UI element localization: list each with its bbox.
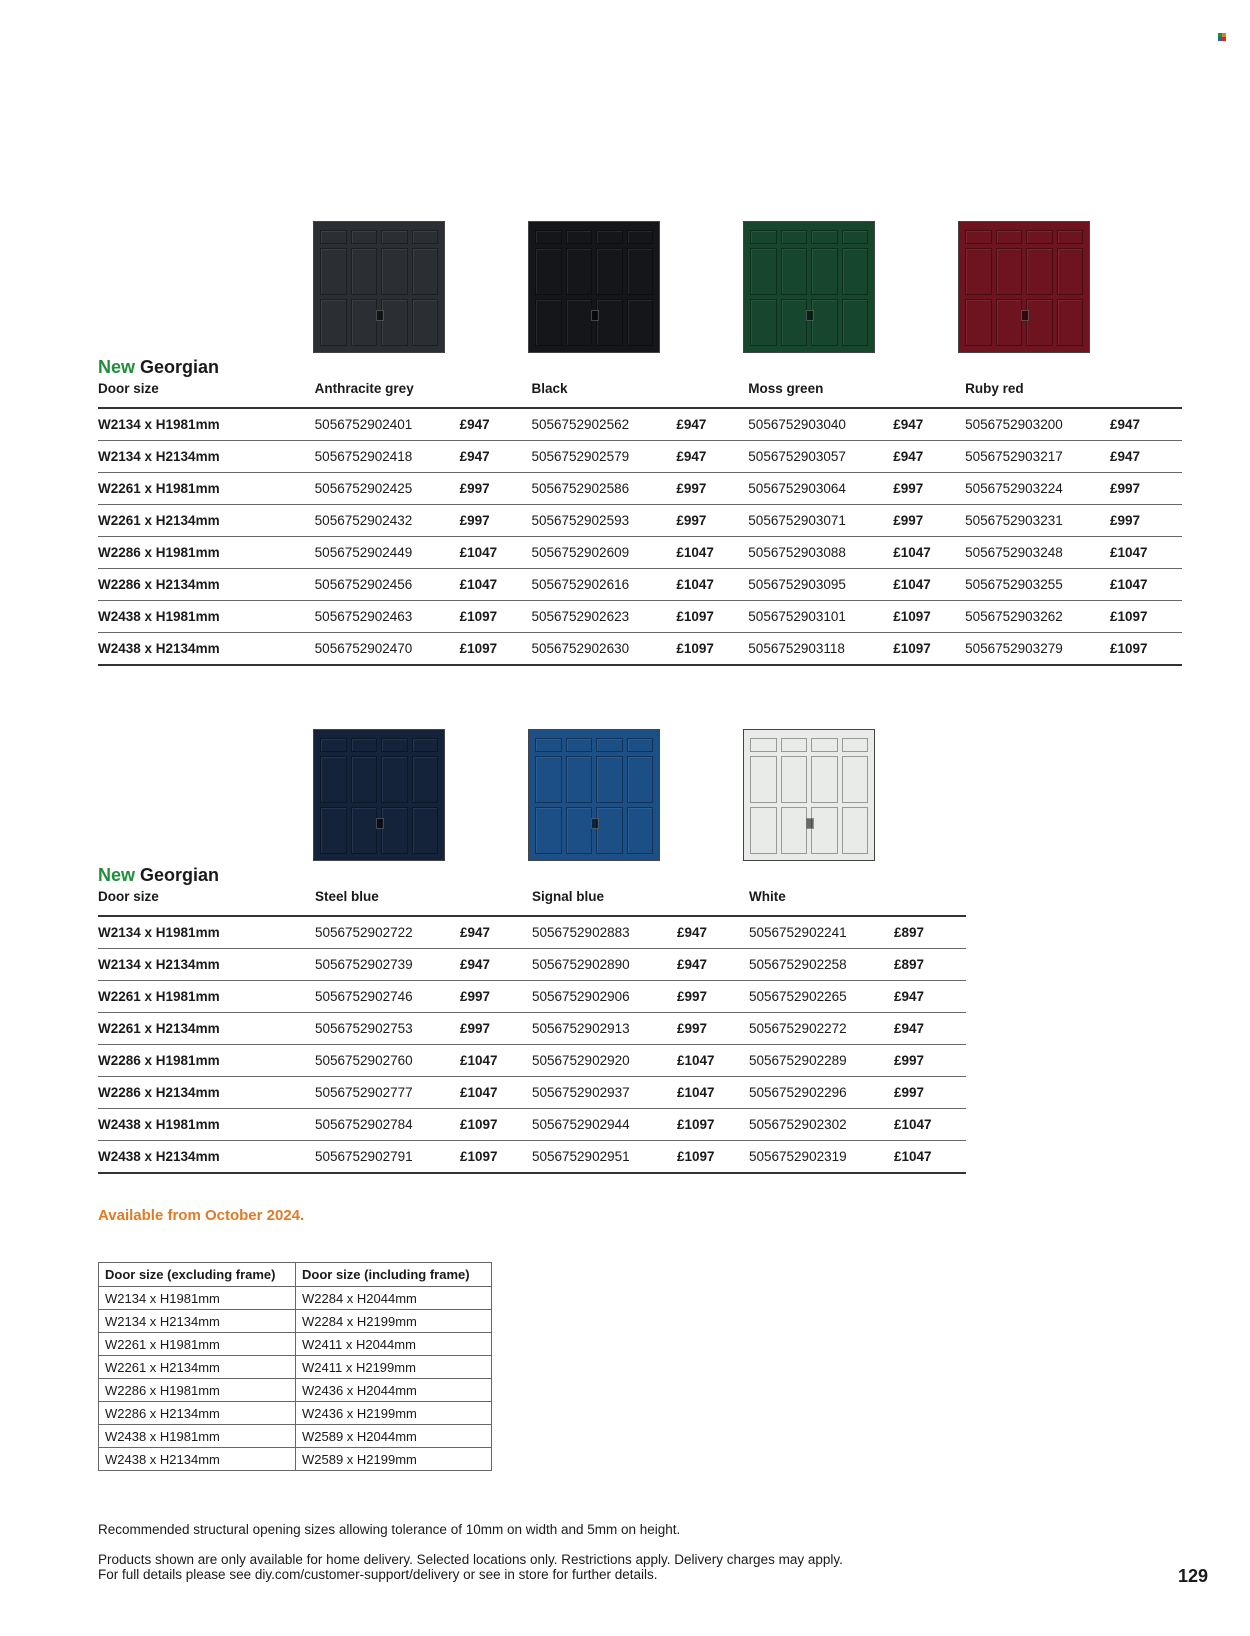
product-code-cell: 5056752903064 xyxy=(748,473,893,505)
price-cell: £1047 xyxy=(677,1045,749,1077)
colour-header: Ruby red xyxy=(965,381,1182,408)
door-swatch-white xyxy=(743,729,875,861)
product-code-cell: 5056752902913 xyxy=(532,1013,677,1045)
table-row xyxy=(98,949,966,981)
product-code-cell: 5056752902593 xyxy=(531,505,676,537)
price-cell: £997 xyxy=(676,473,748,505)
georgian-section-1 xyxy=(98,221,1182,666)
price-cell: £1047 xyxy=(893,537,965,569)
section-title xyxy=(98,865,1182,889)
price-cell: £997 xyxy=(1110,473,1182,505)
product-code-cell: 5056752903248 xyxy=(965,537,1110,569)
product-code-cell: 5056752902784 xyxy=(315,1109,460,1141)
price-cell: £1097 xyxy=(676,633,748,666)
product-code-cell: 5056752903040 xyxy=(748,408,893,441)
door-handle-icon xyxy=(591,818,599,829)
door-size-cell: W2438 x H1981mm xyxy=(98,1109,315,1141)
product-code-cell: 5056752902944 xyxy=(532,1109,677,1141)
product-code-cell: 5056752902432 xyxy=(315,505,460,537)
product-code-cell: 5056752903217 xyxy=(965,441,1110,473)
product-code-cell: 5056752903255 xyxy=(965,569,1110,601)
table-row xyxy=(98,1045,966,1077)
price-cell: £1047 xyxy=(893,569,965,601)
table-row xyxy=(98,505,1182,537)
table-row xyxy=(99,1448,492,1471)
price-cell: £897 xyxy=(894,916,966,949)
price-cell: £997 xyxy=(1110,505,1182,537)
price-cell: £897 xyxy=(894,949,966,981)
new-label: New xyxy=(98,357,136,377)
product-code-cell: 5056752903231 xyxy=(965,505,1110,537)
table-row xyxy=(99,1333,492,1356)
product-code-cell: 5056752902760 xyxy=(315,1045,460,1077)
price-cell: £1097 xyxy=(677,1109,749,1141)
product-code-cell: 5056752902449 xyxy=(315,537,460,569)
product-code-cell: 5056752903279 xyxy=(965,633,1110,666)
product-code-cell: 5056752902241 xyxy=(749,916,894,949)
product-code-cell: 5056752902265 xyxy=(749,981,894,1013)
product-code-cell: 5056752902319 xyxy=(749,1141,894,1174)
price-cell: £1047 xyxy=(894,1141,966,1174)
store-logo xyxy=(1218,33,1226,41)
price-cell: £997 xyxy=(676,505,748,537)
excluding-frame-cell: W2438 x H2134mm xyxy=(99,1448,296,1471)
door-handle-icon xyxy=(376,310,384,321)
price-cell: £947 xyxy=(676,408,748,441)
door-swatch-anthracite-grey xyxy=(313,221,445,353)
product-code-cell: 5056752902883 xyxy=(532,916,677,949)
price-cell: £997 xyxy=(460,981,532,1013)
door-size-cell: W2286 x H1981mm xyxy=(98,1045,315,1077)
price-cell: £1097 xyxy=(460,601,532,633)
product-code-cell: 5056752902401 xyxy=(315,408,460,441)
product-code-cell: 5056752903118 xyxy=(748,633,893,666)
excluding-frame-cell: W2134 x H2134mm xyxy=(99,1310,296,1333)
excluding-frame-cell: W2286 x H1981mm xyxy=(99,1379,296,1402)
door-size-cell: W2261 x H1981mm xyxy=(98,473,315,505)
door-swatch-black xyxy=(528,221,660,353)
product-code-cell: 5056752902623 xyxy=(531,601,676,633)
excluding-frame-cell: W2261 x H2134mm xyxy=(99,1356,296,1379)
table-row xyxy=(98,1077,966,1109)
delivery-note-line1: Products shown are only available for home delivery. Selected locations only. Restrictions apply. Delivery charges may apply. xyxy=(98,1552,843,1567)
product-code-cell: 5056752902791 xyxy=(315,1141,460,1174)
price-cell: £1047 xyxy=(460,569,532,601)
product-code-cell: 5056752902746 xyxy=(315,981,460,1013)
price-cell: £997 xyxy=(460,1013,532,1045)
door-size-cell: W2286 x H1981mm xyxy=(98,537,315,569)
door-size-cell: W2438 x H2134mm xyxy=(98,1141,315,1174)
new-label: New xyxy=(98,865,136,885)
table-row xyxy=(98,441,1182,473)
product-code-cell: 5056752902562 xyxy=(531,408,676,441)
price-cell: £947 xyxy=(1110,441,1182,473)
excluding-frame-cell: W2134 x H1981mm xyxy=(99,1287,296,1310)
product-code-cell: 5056752903071 xyxy=(748,505,893,537)
product-code-cell: 5056752902753 xyxy=(315,1013,460,1045)
table-row xyxy=(98,1141,966,1174)
delivery-note-line2: For full details please see diy.com/customer-support/delivery or see in store for further details. xyxy=(98,1567,658,1582)
product-code-cell: 5056752902890 xyxy=(532,949,677,981)
price-cell: £997 xyxy=(893,505,965,537)
door-size-cell: W2134 x H2134mm xyxy=(98,441,315,473)
product-code-cell: 5056752902425 xyxy=(315,473,460,505)
price-cell: £1097 xyxy=(460,1109,532,1141)
price-cell: £1097 xyxy=(1110,633,1182,666)
price-cell: £1047 xyxy=(460,1077,532,1109)
door-handle-icon xyxy=(1021,310,1029,321)
product-code-cell: 5056752903224 xyxy=(965,473,1110,505)
product-code-cell: 5056752903101 xyxy=(748,601,893,633)
range-name: Georgian xyxy=(140,865,220,885)
colour-swatches xyxy=(98,729,1182,863)
colour-header: Black xyxy=(531,381,748,408)
product-code-cell: 5056752902777 xyxy=(315,1077,460,1109)
frame-size-table xyxy=(98,1262,492,1471)
product-code-cell: 5056752902470 xyxy=(315,633,460,666)
door-handle-icon xyxy=(591,310,599,321)
door-swatch-steel-blue xyxy=(313,729,445,861)
page-number: 129 xyxy=(1178,1566,1209,1586)
price-cell: £1047 xyxy=(676,569,748,601)
price-table-header xyxy=(98,889,966,916)
price-cell: £997 xyxy=(893,473,965,505)
price-cell: £997 xyxy=(677,981,749,1013)
price-cell: £1097 xyxy=(1110,601,1182,633)
door-swatch-signal-blue xyxy=(528,729,660,861)
product-code-cell: 5056752902296 xyxy=(749,1077,894,1109)
price-cell: £947 xyxy=(460,441,532,473)
price-cell: £947 xyxy=(676,441,748,473)
price-table xyxy=(98,889,966,1174)
product-code-cell: 5056752902418 xyxy=(315,441,460,473)
price-cell: £1047 xyxy=(677,1077,749,1109)
product-code-cell: 5056752902630 xyxy=(531,633,676,666)
product-code-cell: 5056752902272 xyxy=(749,1013,894,1045)
price-cell: £1047 xyxy=(1110,537,1182,569)
product-code-cell: 5056752903200 xyxy=(965,408,1110,441)
price-cell: £947 xyxy=(460,408,532,441)
table-row xyxy=(99,1402,492,1425)
door-size-cell: W2286 x H2134mm xyxy=(98,569,315,601)
colour-header: White xyxy=(749,889,966,916)
table-row xyxy=(98,569,1182,601)
price-cell: £947 xyxy=(1110,408,1182,441)
table-row xyxy=(99,1425,492,1448)
table-row xyxy=(98,1109,966,1141)
price-table-header xyxy=(98,381,1182,408)
including-frame-cell: W2284 x H2199mm xyxy=(296,1310,492,1333)
product-code-cell: 5056752902616 xyxy=(531,569,676,601)
price-cell: £1097 xyxy=(460,1141,532,1174)
price-cell: £1097 xyxy=(893,601,965,633)
product-code-cell: 5056752902722 xyxy=(315,916,460,949)
georgian-section-2 xyxy=(98,729,1182,1174)
product-code-cell: 5056752902289 xyxy=(749,1045,894,1077)
product-code-cell: 5056752903088 xyxy=(748,537,893,569)
price-cell: £1047 xyxy=(894,1109,966,1141)
colour-header: Signal blue xyxy=(532,889,749,916)
product-code-cell: 5056752902739 xyxy=(315,949,460,981)
table-row xyxy=(98,408,1182,441)
including-frame-cell: W2436 x H2044mm xyxy=(296,1379,492,1402)
door-size-cell: W2134 x H2134mm xyxy=(98,949,315,981)
price-cell: £1097 xyxy=(677,1141,749,1174)
price-cell: £947 xyxy=(460,949,532,981)
including-frame-cell: W2589 x H2044mm xyxy=(296,1425,492,1448)
including-frame-cell: W2411 x H2199mm xyxy=(296,1356,492,1379)
door-size-header: Door size xyxy=(98,381,315,408)
table-row xyxy=(98,981,966,1013)
door-size-cell: W2261 x H1981mm xyxy=(98,981,315,1013)
table-row xyxy=(98,537,1182,569)
including-frame-header: Door size (including frame) xyxy=(296,1263,492,1287)
price-cell: £997 xyxy=(460,473,532,505)
price-cell: £997 xyxy=(894,1077,966,1109)
price-cell: £997 xyxy=(677,1013,749,1045)
product-code-cell: 5056752902920 xyxy=(532,1045,677,1077)
product-code-cell: 5056752902906 xyxy=(532,981,677,1013)
door-size-cell: W2438 x H2134mm xyxy=(98,633,315,666)
price-cell: £1047 xyxy=(460,537,532,569)
table-row xyxy=(98,916,966,949)
price-cell: £1047 xyxy=(676,537,748,569)
product-code-cell: 5056752902579 xyxy=(531,441,676,473)
door-size-cell: W2261 x H2134mm xyxy=(98,505,315,537)
door-swatch-moss-green xyxy=(743,221,875,353)
door-size-cell: W2134 x H1981mm xyxy=(98,916,315,949)
price-cell: £947 xyxy=(894,981,966,1013)
product-code-cell: 5056752902937 xyxy=(532,1077,677,1109)
tolerance-note: Recommended structural opening sizes allowing tolerance of 10mm on width and 5mm on height. xyxy=(98,1522,681,1537)
product-code-cell: 5056752902302 xyxy=(749,1109,894,1141)
including-frame-cell: W2411 x H2044mm xyxy=(296,1333,492,1356)
door-size-cell: W2261 x H2134mm xyxy=(98,1013,315,1045)
product-code-cell: 5056752902951 xyxy=(532,1141,677,1174)
door-handle-icon xyxy=(806,310,814,321)
door-size-header: Door size xyxy=(98,889,315,916)
including-frame-cell: W2284 x H2044mm xyxy=(296,1287,492,1310)
door-size-cell: W2286 x H2134mm xyxy=(98,1077,315,1109)
including-frame-cell: W2589 x H2199mm xyxy=(296,1448,492,1471)
price-cell: £1097 xyxy=(893,633,965,666)
table-row xyxy=(99,1287,492,1310)
price-cell: £947 xyxy=(677,949,749,981)
product-code-cell: 5056752902258 xyxy=(749,949,894,981)
frame-table-header xyxy=(99,1263,492,1287)
availability-note: Available from October 2024. xyxy=(98,1207,305,1224)
excluding-frame-header: Door size (excluding frame) xyxy=(99,1263,296,1287)
price-cell: £947 xyxy=(894,1013,966,1045)
price-cell: £997 xyxy=(894,1045,966,1077)
colour-header: Anthracite grey xyxy=(315,381,532,408)
product-code-cell: 5056752903262 xyxy=(965,601,1110,633)
product-code-cell: 5056752902463 xyxy=(315,601,460,633)
colour-swatches xyxy=(98,221,1182,355)
section-title xyxy=(98,357,1182,381)
door-size-cell: W2134 x H1981mm xyxy=(98,408,315,441)
price-cell: £947 xyxy=(677,916,749,949)
range-name: Georgian xyxy=(140,357,220,377)
price-cell: £947 xyxy=(893,408,965,441)
product-code-cell: 5056752902586 xyxy=(531,473,676,505)
product-code-cell: 5056752902456 xyxy=(315,569,460,601)
price-cell: £947 xyxy=(893,441,965,473)
product-code-cell: 5056752903057 xyxy=(748,441,893,473)
table-row xyxy=(98,1013,966,1045)
table-row xyxy=(98,633,1182,666)
door-swatch-ruby-red xyxy=(958,221,1090,353)
price-cell: £1047 xyxy=(460,1045,532,1077)
door-size-cell: W2438 x H1981mm xyxy=(98,601,315,633)
excluding-frame-cell: W2261 x H1981mm xyxy=(99,1333,296,1356)
door-handle-icon xyxy=(376,818,384,829)
door-handle-icon xyxy=(806,818,814,829)
product-code-cell: 5056752903095 xyxy=(748,569,893,601)
table-row xyxy=(98,601,1182,633)
including-frame-cell: W2436 x H2199mm xyxy=(296,1402,492,1425)
excluding-frame-cell: W2438 x H1981mm xyxy=(99,1425,296,1448)
price-cell: £997 xyxy=(460,505,532,537)
price-table xyxy=(98,381,1182,666)
price-cell: £1097 xyxy=(676,601,748,633)
table-row xyxy=(99,1379,492,1402)
product-code-cell: 5056752902609 xyxy=(531,537,676,569)
price-cell: £1047 xyxy=(1110,569,1182,601)
price-cell: £1097 xyxy=(460,633,532,666)
excluding-frame-cell: W2286 x H2134mm xyxy=(99,1402,296,1425)
table-row xyxy=(99,1310,492,1333)
price-cell: £947 xyxy=(460,916,532,949)
table-row xyxy=(98,473,1182,505)
colour-header: Steel blue xyxy=(315,889,532,916)
table-row xyxy=(99,1356,492,1379)
colour-header: Moss green xyxy=(748,381,965,408)
